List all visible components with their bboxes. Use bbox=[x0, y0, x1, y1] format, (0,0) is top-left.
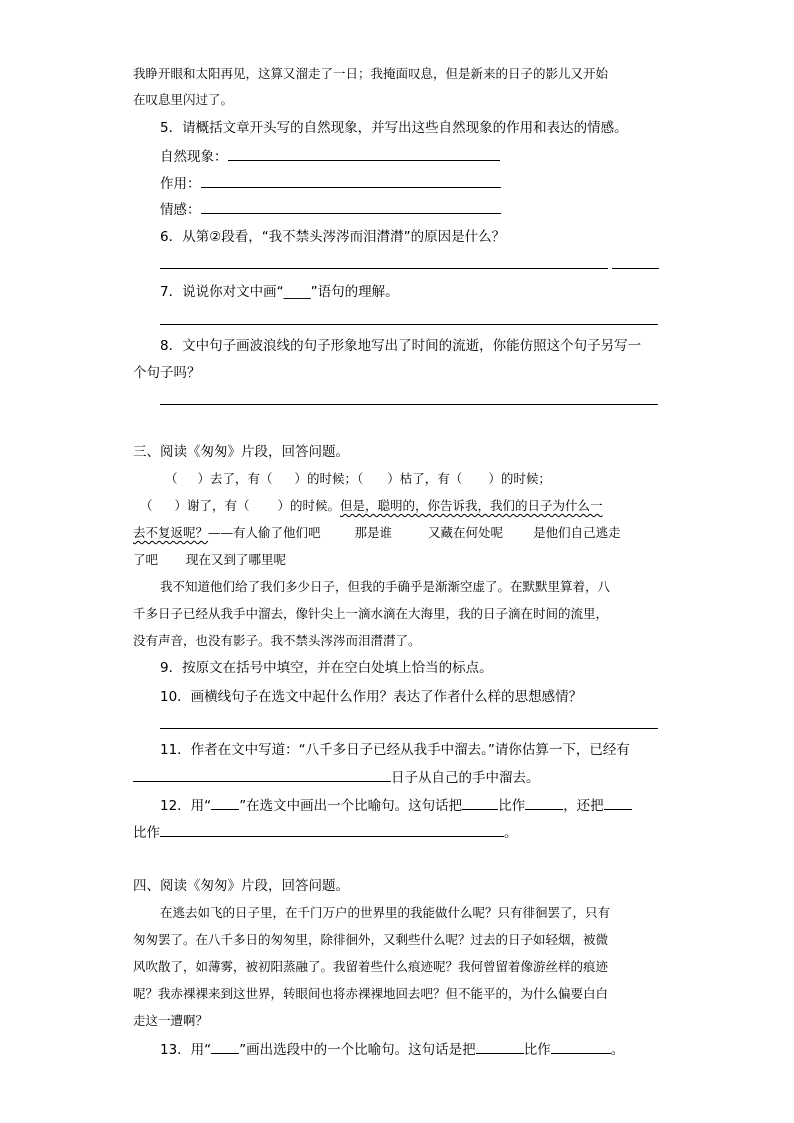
s4-para-line4: 呢？我赤裸裸来到这世界，转眼间也将赤裸裸地回去吧？但不能平的，为什么偏要白白 bbox=[133, 986, 609, 1001]
question-6: 6．从第②段看，“我不禁头涔涔而泪潸潸”的原因是什么？ bbox=[160, 229, 506, 245]
q13-text: ”画出选段中的一个比喻句。这句话是把 bbox=[239, 1042, 476, 1058]
s4-para-line5: 走这一遭啊？ bbox=[133, 1013, 209, 1028]
s4-para-line3: 风吹散了，如薄雾，被初阳蒸融了。我留着些什么痕迹呢？我何曾留着像游丝样的痕迹 bbox=[133, 959, 609, 974]
s3-wavy-sentence-part-1: 但是，聪明的，你告诉我，我们的日子为什么一 bbox=[340, 498, 603, 513]
q12-answer-blank-2[interactable] bbox=[525, 795, 563, 810]
question-10: 10．画横线句子在选文中起什么作用？表达了作者什么样的思想感情？ bbox=[160, 689, 583, 705]
s3-text: ）的时候；（ bbox=[294, 471, 364, 486]
s3-wavy-sentence-part-2: 去不复返呢？ bbox=[133, 525, 209, 540]
question-11-line-1: 11．作者在文中写道：“八千多日子已经从我手中溜去。”请你估算一下，已经有 bbox=[160, 742, 630, 758]
q5-row-function bbox=[160, 173, 501, 194]
s3-text: （ bbox=[140, 498, 153, 513]
q13-answer-blank-2[interactable] bbox=[551, 1039, 611, 1054]
q5-label-emotion: 情感： bbox=[160, 202, 201, 218]
q5-label-natural: 自然现象： bbox=[160, 149, 228, 165]
q6-answer-line[interactable] bbox=[160, 268, 608, 269]
q7-answer-line[interactable] bbox=[160, 324, 658, 325]
q13-text: 13．用“ bbox=[160, 1042, 212, 1058]
q5-answer-function[interactable] bbox=[201, 173, 501, 188]
s3-text: 现在又到了哪里呢 bbox=[186, 552, 287, 567]
q11-answer-blank[interactable] bbox=[133, 767, 391, 782]
q13-answer-blank-1[interactable] bbox=[476, 1039, 524, 1054]
s3-para2-line2: 千多日子已经从我手中溜去，像针尖上一滴水滴在大海里，我的日子滴在时间的流里， bbox=[133, 606, 609, 621]
q12-answer-blank-1[interactable] bbox=[462, 795, 498, 810]
s3-para2-line1: 我不知道他们给了我们多少日子，但我的手确乎是渐渐空虚了。在默默里算着，八 bbox=[160, 579, 611, 594]
q12-text: 。 bbox=[504, 825, 518, 841]
q5-label-function: 作用： bbox=[160, 176, 201, 192]
section-3-heading: 三、阅读《匆匆》片段，回答问题。 bbox=[133, 444, 349, 460]
passage-top-line-1: 我睁开眼和太阳再见，这算又溜走了一日；我掩面叹息，但是新来的日子的影儿又开始 bbox=[133, 66, 609, 81]
question-9: 9．按原文在括号中填空，并在空白处填上恰当的标点。 bbox=[160, 660, 493, 676]
q12-text: 比作 bbox=[498, 798, 526, 814]
q10-answer-line[interactable] bbox=[160, 728, 658, 729]
q12-answer-blank-4[interactable] bbox=[160, 822, 504, 837]
s3-text: ——有人偷了他们吧 bbox=[208, 525, 321, 540]
q13-text: 。 bbox=[610, 1042, 625, 1058]
q11-text: 日子从自己的手中溜去。 bbox=[391, 770, 540, 786]
s3-text: ）去了，有（ bbox=[197, 471, 273, 486]
q5-answer-emotion[interactable] bbox=[201, 199, 501, 214]
q8-answer-line[interactable] bbox=[160, 404, 658, 405]
s4-para-line1: 在逃去如飞的日子里，在千门万户的世界里的我能做什么呢？只有徘徊罢了，只有 bbox=[160, 905, 611, 920]
question-12-line-1 bbox=[160, 795, 632, 816]
s4-para-line2: 匆匆罢了。在八千多日的匆匆里，除徘徊外，又剩些什么呢？过去的日子如轻烟，被微 bbox=[133, 932, 609, 947]
s3-text: 那是谁 bbox=[354, 525, 393, 540]
s3-para1-line2 bbox=[140, 496, 603, 516]
question-5: 5．请概括文章开头写的自然现象，并写出这些自然现象的作用和表达的情感。 bbox=[160, 120, 628, 136]
s3-para1-line1 bbox=[165, 469, 551, 489]
s3-text: ）谢了，有（ bbox=[174, 498, 250, 513]
s3-text: （ bbox=[165, 471, 178, 486]
s3-text: 又藏在何处呢 bbox=[428, 525, 504, 540]
s3-text: ）的时候。 bbox=[277, 498, 341, 513]
q13-text: 比作 bbox=[523, 1042, 551, 1058]
question-8-line-2: 个句子吗？ bbox=[133, 365, 201, 381]
q12-text: 比作 bbox=[133, 825, 160, 841]
s3-text: ）的时候； bbox=[488, 471, 551, 486]
q5-answer-natural[interactable] bbox=[228, 146, 500, 161]
question-11-line-2 bbox=[133, 767, 540, 788]
q12-text: 12．用“ bbox=[160, 798, 212, 814]
s3-text: ）枯了，有（ bbox=[387, 471, 463, 486]
s3-text: 是他们自己逃走 bbox=[533, 525, 621, 540]
q12-text: ”在选文中画出一个比喻句。这句话把 bbox=[239, 798, 463, 814]
s3-para2-line3: 没有声音，也没有影子。我不禁头涔涔而泪潸潸了。 bbox=[133, 633, 421, 648]
q12-text: ，还把 bbox=[563, 798, 604, 814]
q5-row-emotion bbox=[160, 199, 501, 220]
question-8-line-1: 8．文中句子画波浪线的句子形象地写出了时间的流逝，你能仿照这个句子另写一 bbox=[160, 338, 642, 354]
question-12-line-2 bbox=[133, 822, 518, 843]
q5-row-natural bbox=[160, 146, 500, 167]
q12-mark-sample bbox=[211, 795, 239, 810]
s3-text: 了吧 bbox=[133, 552, 159, 567]
q13-mark-sample bbox=[211, 1039, 239, 1054]
question-13 bbox=[160, 1039, 624, 1060]
q6-answer-line-end[interactable] bbox=[612, 268, 659, 269]
s3-para1-line4 bbox=[133, 550, 286, 570]
s3-para1-line3 bbox=[133, 523, 621, 543]
q12-answer-blank-3[interactable] bbox=[604, 795, 632, 810]
passage-top-line-2: 在叹息里闪过了。 bbox=[133, 92, 234, 107]
section-4-heading: 四、阅读《匆匆》片段，回答问题。 bbox=[133, 878, 349, 894]
question-7: 7．说说你对文中画“____”语句的理解。 bbox=[160, 284, 399, 300]
